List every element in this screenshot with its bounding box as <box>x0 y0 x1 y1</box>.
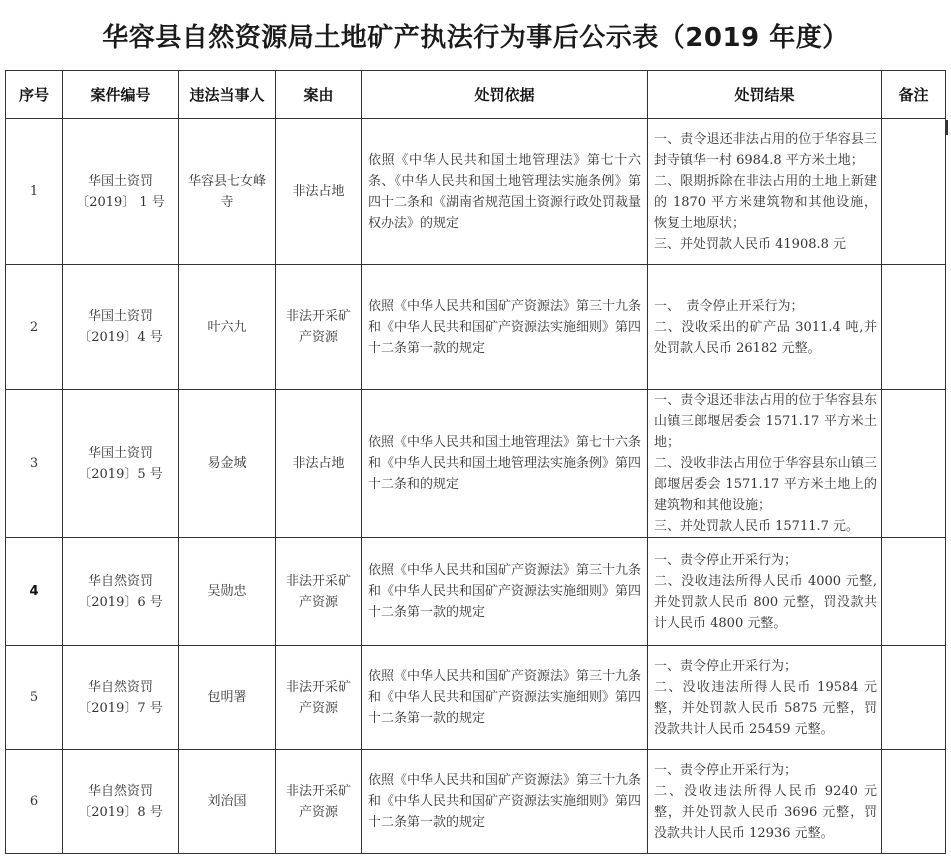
row-reason: 非法开采矿产资源 <box>276 750 362 854</box>
row-basis: 依照《中华人民共和国土地管理法》第七十六条、《中华人民共和国土地管理法实施条例》第四十二条和《湖南省规范国土资源行政处罚裁量权办法》的规定 <box>362 119 648 265</box>
row-case-no: 华自然资罚〔2019〕6 号 <box>63 538 179 646</box>
result-line: 一、责令退还非法占用的位于华容县东山镇三郎堰居委会 1571.17 平方米土地； <box>654 393 877 450</box>
row-party: 包明署 <box>179 646 276 750</box>
table-row <box>6 265 946 390</box>
result-line: 二、限期拆除在非法占用的土地上新建的 1870 平方米建筑物和其他设施，恢复土地原状； <box>654 173 877 231</box>
row-basis: 依照《中华人民共和国矿产资源法》第三十九条和《中华人民共和国矿产资源法实施细则》第四十二条第一款的规定 <box>362 265 648 390</box>
result-line: 一、 责令停止开采行为； <box>654 298 804 314</box>
row-seq: 1 <box>6 119 63 265</box>
result-line: 二、没收违法所得人民币 19584 元整，并处罚款人民币 5875 元整，罚没款共计人民币 25459 元整。 <box>654 679 877 737</box>
result-line: 一、责令退还非法占用的位于华容县三封寺镇华一村 6984.8 平方米土地； <box>654 131 877 168</box>
header-result: 处罚结果 <box>648 71 882 119</box>
row-party: 吴勋忠 <box>179 538 276 646</box>
table-row <box>6 538 946 646</box>
row-result <box>648 119 882 265</box>
edge-marker <box>946 120 948 135</box>
row-basis: 依照《中华人民共和国矿产资源法》第三十九条和《中华人民共和国矿产资源法实施细则》第四十二条第一款的规定 <box>362 750 648 854</box>
row-result <box>648 265 882 390</box>
row-seq: 2 <box>6 265 63 390</box>
result-line: 二、没收非法占用位于华容县东山镇三郎堰居委会 1571.17 平方米土地上的建筑物和其他设施； <box>654 456 877 513</box>
row-reason: 非法开采矿产资源 <box>276 538 362 646</box>
row-note <box>882 538 946 646</box>
enforcement-table <box>5 70 946 854</box>
row-note <box>882 265 946 390</box>
table-header-row <box>6 71 946 119</box>
row-party: 刘治国 <box>179 750 276 854</box>
page-title: 华容县自然资源局土地矿产执法行为事后公示表（2019 年度） <box>102 22 849 53</box>
row-note <box>882 119 946 265</box>
row-seq: 3 <box>6 390 63 538</box>
result-line: 二、没收采出的矿产品 3011.4 吨,并处罚款人民币 26182 元整。 <box>654 319 877 356</box>
header-case-no: 案件编号 <box>63 71 179 119</box>
header-party: 违法当事人 <box>179 71 276 119</box>
row-note <box>882 390 946 538</box>
table-row <box>6 119 946 265</box>
row-party: 叶六九 <box>179 265 276 390</box>
result-line: 三、并处罚款人民币 15711.7 元。 <box>654 519 860 534</box>
row-reason: 非法占地 <box>276 390 362 538</box>
table-row <box>6 390 946 538</box>
header-seq: 序号 <box>6 71 63 119</box>
row-reason: 非法占地 <box>276 119 362 265</box>
row-seq: 4 <box>6 538 63 646</box>
row-party: 华容县七女峰寺 <box>179 119 276 265</box>
row-basis: 依照《中华人民共和国土地管理法》第七十六条和《中华人民共和国土地管理法实施条例》第四十二条和的规定 <box>362 390 648 538</box>
result-line: 一、责令停止开采行为； <box>654 658 798 674</box>
row-note <box>882 750 946 854</box>
row-note <box>882 646 946 750</box>
row-result <box>648 538 882 646</box>
row-result <box>648 646 882 750</box>
row-case-no: 华自然资罚〔2019〕8 号 <box>63 750 179 854</box>
row-case-no: 华国土资罚〔2019〕4 号 <box>63 265 179 390</box>
row-case-no: 华自然资罚〔2019〕7 号 <box>63 646 179 750</box>
row-result <box>648 390 882 538</box>
row-reason: 非法开采矿产资源 <box>276 265 362 390</box>
result-line: 一、责令停止开采行为； <box>654 762 798 778</box>
result-line: 三、并处罚款人民币 41908.8 元 <box>654 236 847 252</box>
header-note: 备注 <box>882 71 946 119</box>
row-reason: 非法开采矿产资源 <box>276 646 362 750</box>
row-basis: 依照《中华人民共和国矿产资源法》第三十九条和《中华人民共和国矿产资源法实施细则》第四十二条第一款的规定 <box>362 538 648 646</box>
table-row <box>6 750 946 854</box>
row-case-no: 华国土资罚〔2019〕5 号 <box>63 390 179 538</box>
row-basis: 依照《中华人民共和国矿产资源法》第三十九条和《中华人民共和国矿产资源法实施细则》第四十二条第一款的规定 <box>362 646 648 750</box>
result-line: 二、没收违法所得人民币 9240 元整，并处罚款人民币 3696 元整，罚没款共计人民币 12936 元整。 <box>654 783 877 841</box>
header-basis: 处罚依据 <box>362 71 648 119</box>
header-reason: 案由 <box>276 71 362 119</box>
row-seq: 5 <box>6 646 63 750</box>
result-line: 一、责令停止开采行为； <box>654 552 798 568</box>
row-case-no: 华国土资罚〔2019〕 1 号 <box>63 119 179 265</box>
row-seq: 6 <box>6 750 63 854</box>
row-party: 易金城 <box>179 390 276 538</box>
row-result <box>648 750 882 854</box>
result-line: 二、没收违法所得人民币 4000 元整,并处罚款人民币 800 元整，罚没款共计人民币 4800 元整。 <box>654 573 877 631</box>
table-row <box>6 646 946 750</box>
